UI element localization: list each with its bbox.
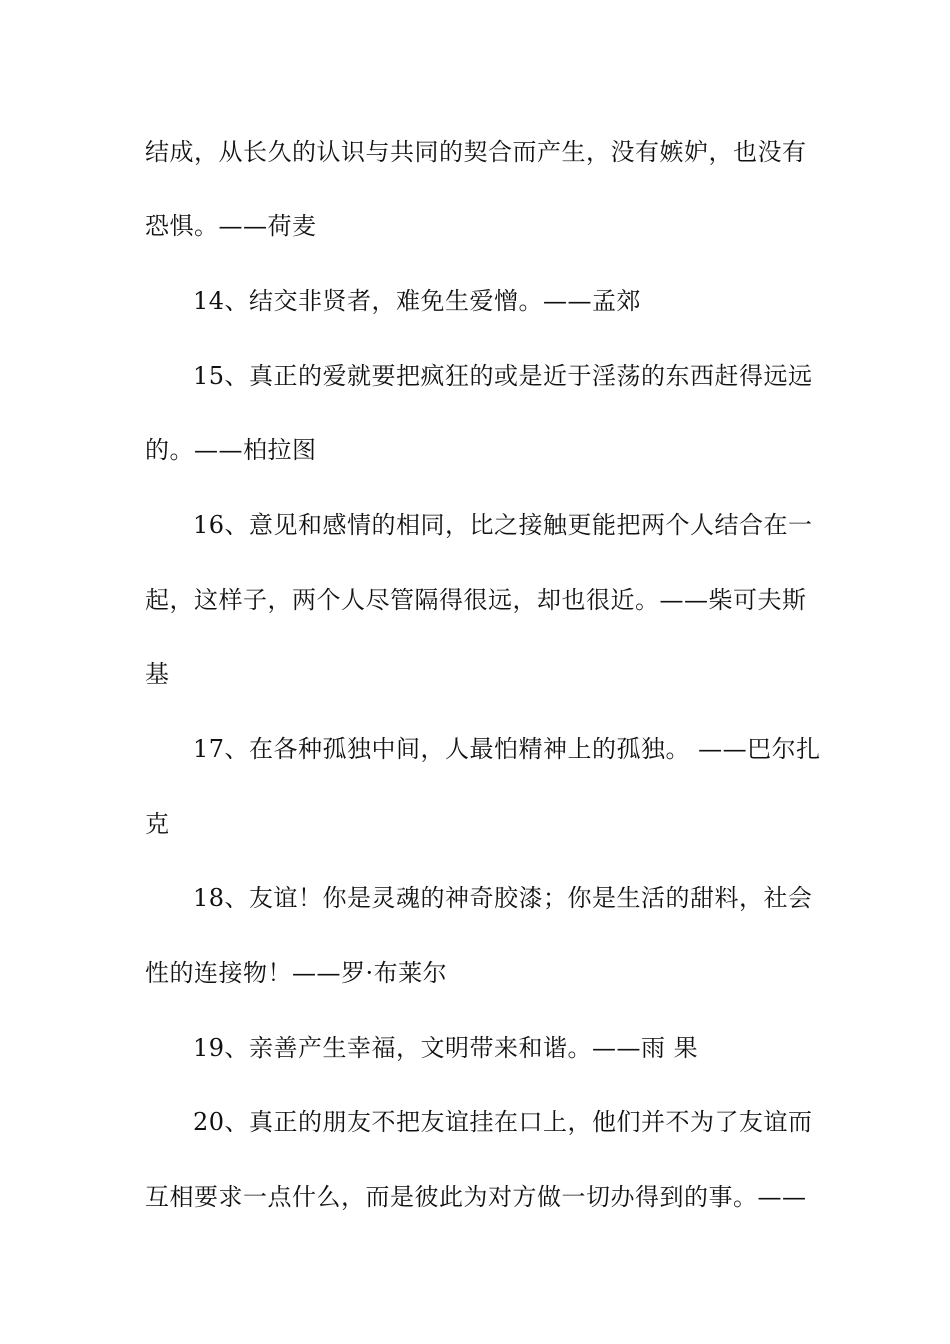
quote-15: 15、真正的爱就要把疯狂的或是近于淫荡的东西赶得远远 <box>193 362 813 390</box>
text-line: 性的连接物！——罗·布莱尔 <box>145 959 448 987</box>
text-line: 基 <box>145 660 170 688</box>
quote-16: 16、意见和感情的相同，比之接触更能把两个人结合在一 <box>193 511 813 539</box>
text-line: 互相要求一点什么，而是彼此为对方做一切办得到的事。—— <box>145 1183 807 1211</box>
text-line: 克 <box>145 810 170 838</box>
text-line: 恐惧。——荷麦 <box>145 212 317 240</box>
text-line: 起，这样子，两个人尽管隔得很远，却也很近。——柴可夫斯 <box>145 586 807 614</box>
text-line: 的。——柏拉图 <box>145 436 317 464</box>
quote-20: 20、真正的朋友不把友谊挂在口上，他们并不为了友谊而 <box>193 1108 813 1136</box>
text-line: 结成，从长久的认识与共同的契合而产生，没有嫉妒，也没有 <box>145 138 807 166</box>
quote-17: 17、在各种孤独中间，人最怕精神上的孤独。 ——巴尔扎 <box>193 735 821 763</box>
quote-19: 19、亲善产生幸福，文明带来和谐。——雨 果 <box>193 1034 699 1062</box>
quote-14: 14、结交非贤者，难免生爱憎。——孟郊 <box>193 287 642 315</box>
quote-18: 18、友谊！你是灵魂的神奇胶漆；你是生活的甜料，社会 <box>193 884 813 912</box>
